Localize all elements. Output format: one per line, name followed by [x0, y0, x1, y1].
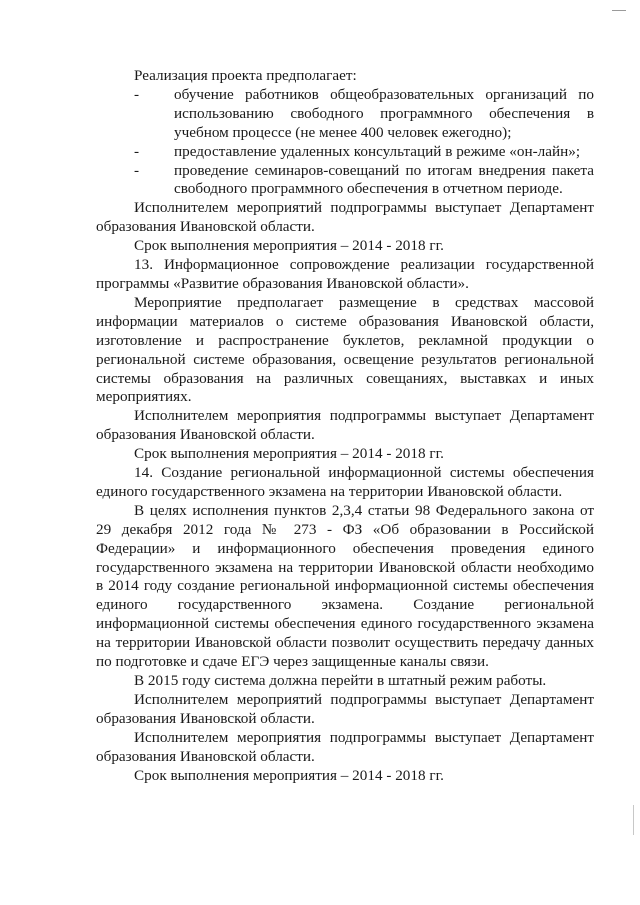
list-item-text: обучение работников общеобразовательных организаций по использованию свободного программного обеспечения в учебном процессе (не менее 400 человек ежегодно);	[174, 85, 594, 141]
list-dash: -	[134, 85, 140, 103]
paragraph-executor: Исполнителем мероприятия подпрограммы выступает Департамент образования Ивановской области.	[96, 728, 594, 765]
paragraph-media: Мероприятие предполагает размещение в средствах массовой информации материалов о системе образования Ивановской области, изготовление и распространение буклетов, рекламной продукции о региональной системе образования, освещение результатов региональной системы образования на различных совещаниях, выставках и иных мероприятиях.	[96, 293, 594, 406]
list-dash: -	[134, 161, 140, 179]
paragraph-deadline: Срок выполнения мероприятия – 2014 - 2018 гг.	[134, 766, 444, 784]
section-heading-14: 14. Создание региональной информационной системы обеспечения единого государственного экзамена на территории Ивановской области.	[96, 464, 594, 500]
section-heading-13: 13. Информационное сопровождение реализации государственной программы «Развитие образования Ивановской области».	[96, 256, 594, 292]
list-item-seminars	[96, 162, 594, 200]
list-item-text: предоставление удаленных консультаций в режиме «он-лайн»;	[174, 142, 581, 160]
paragraph-deadline: Срок выполнения мероприятия – 2014 - 2018 гг.	[134, 445, 444, 463]
paragraph-ege-system: В целях исполнения пунктов 2,3,4 статьи 98 Федерального закона от 29 декабря 2012 года № 273 - ФЗ «Об образовании в Российской Федерации» и информационного обеспечения проведения единого государственного экзамена на территории Ивановской области необходимо в 2014 году создание региональной информационной системы обеспечения единого государственного экзамена. Создание региональной информационной системы обеспечения единого государственного экзамена на территории Ивановской области позволит осуществить передачу данных по подготовке и сдаче ЕГЭ через защищенные каналы связи.	[96, 501, 594, 671]
paragraph-executor: Исполнителем мероприятий подпрограммы выступает Департамент образования Ивановской области.	[96, 690, 594, 727]
scan-edge-mark	[612, 10, 626, 11]
paragraph-deadline: Срок выполнения мероприятия – 2014 - 2018 гг.	[134, 237, 444, 255]
paragraph-executor: Исполнителем мероприятия подпрограммы выступает Департамент образования Ивановской области.	[96, 407, 594, 444]
list-item-consultations	[96, 143, 594, 162]
paragraph-executor: Исполнителем мероприятий подпрограммы выступает Департамент образования Ивановской области.	[96, 199, 594, 236]
list-item-text: проведение семинаров-совещаний по итогам внедрения пакета свободного программного обеспечения в отчетном периоде.	[174, 161, 594, 198]
document-page	[96, 67, 594, 785]
list-dash: -	[134, 142, 140, 160]
list-item-training	[96, 86, 594, 143]
paragraph-intro: Реализация проекта предполагает:	[134, 67, 357, 84]
scan-edge-line	[633, 805, 634, 835]
paragraph-2015: В 2015 году система должна перейти в штатный режим работы.	[134, 672, 547, 689]
